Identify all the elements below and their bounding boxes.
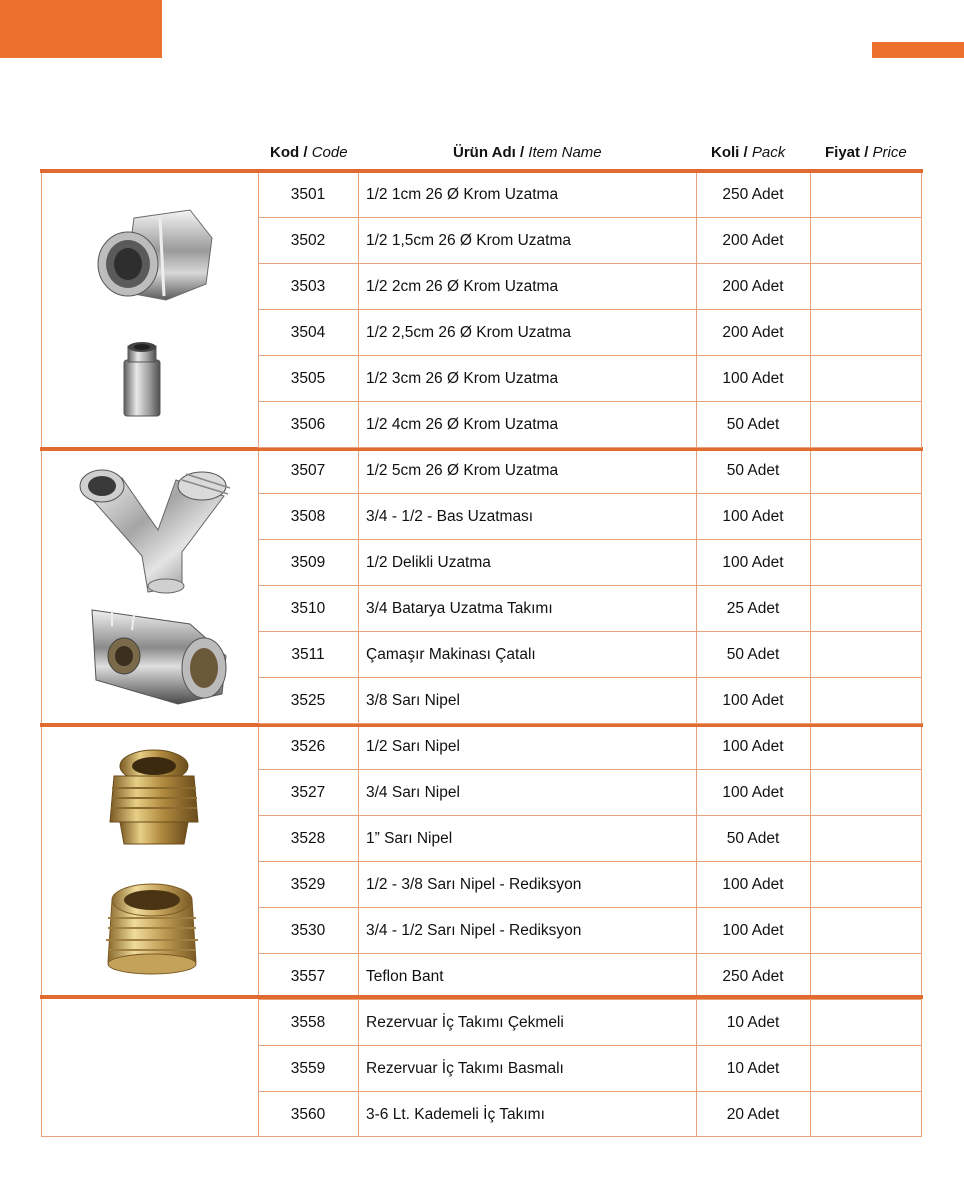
cell-price bbox=[810, 954, 922, 1000]
cell-item-name: 3/8 Sarı Nipel bbox=[366, 692, 460, 709]
table-row bbox=[258, 310, 922, 356]
cell-price bbox=[810, 264, 922, 310]
cell-item-name: 3-6 Lt. Kademeli İç Takımı bbox=[366, 1106, 545, 1123]
cell-item-name: 1/2 3cm 26 Ø Krom Uzatma bbox=[366, 370, 559, 387]
cell-code: 3528 bbox=[290, 830, 326, 847]
cell-price bbox=[810, 540, 922, 586]
table-row bbox=[258, 724, 922, 770]
cell-code: 3525 bbox=[290, 692, 326, 709]
cell-pack: 10 Adet bbox=[726, 1014, 780, 1031]
cell-price bbox=[810, 770, 922, 816]
cell-item-name: 1/2 Delikli Uzatma bbox=[366, 554, 491, 571]
table-row bbox=[258, 586, 922, 632]
cell-pack: 250 Adet bbox=[722, 186, 784, 203]
cell-price bbox=[810, 1046, 922, 1092]
cell-code: 3558 bbox=[290, 1014, 326, 1031]
cell-pack: 100 Adet bbox=[722, 692, 784, 709]
chrome-y-splitter-image bbox=[78, 460, 238, 600]
cell-code: 3530 bbox=[290, 922, 326, 939]
cell-item-name: 1/2 5cm 26 Ø Krom Uzatma bbox=[366, 462, 559, 479]
cell-code: 3557 bbox=[290, 968, 326, 985]
cell-price bbox=[810, 678, 922, 724]
top-accent-bar-right bbox=[872, 42, 964, 58]
cell-item-name: 1/2 2,5cm 26 Ø Krom Uzatma bbox=[366, 324, 572, 341]
cell-pack: 50 Adet bbox=[726, 830, 780, 847]
cell-pack: 50 Adet bbox=[726, 416, 780, 433]
cell-pack: 50 Adet bbox=[726, 462, 780, 479]
cell-item-name: 1/2 2cm 26 Ø Krom Uzatma bbox=[366, 278, 559, 295]
table-row bbox=[258, 1000, 922, 1046]
table-row bbox=[258, 816, 922, 862]
header-pack: Koli / Pack bbox=[711, 144, 786, 161]
cell-item-name: 3/4 Sarı Nipel bbox=[366, 784, 460, 801]
cell-pack: 10 Adet bbox=[726, 1060, 780, 1077]
cell-code: 3529 bbox=[290, 876, 326, 893]
cell-code: 3560 bbox=[290, 1106, 326, 1123]
cell-price bbox=[810, 218, 922, 264]
table-row bbox=[258, 632, 922, 678]
table-row bbox=[258, 218, 922, 264]
cell-pack: 200 Adet bbox=[722, 278, 784, 295]
cell-price bbox=[810, 402, 922, 448]
chrome-extension-long-image bbox=[118, 340, 166, 420]
cell-code: 3501 bbox=[290, 186, 326, 203]
cell-code: 3559 bbox=[290, 1060, 326, 1077]
table-row bbox=[258, 908, 922, 954]
cell-code: 3505 bbox=[290, 370, 326, 387]
cell-item-name: Çamaşır Makinası Çatalı bbox=[366, 646, 536, 663]
cell-price bbox=[810, 172, 922, 218]
cell-price bbox=[810, 1000, 922, 1046]
chrome-extension-short-image bbox=[94, 200, 224, 318]
cell-code: 3510 bbox=[290, 600, 326, 617]
cell-code: 3526 bbox=[290, 738, 326, 755]
table-row bbox=[258, 448, 922, 494]
cell-pack: 25 Adet bbox=[726, 600, 780, 617]
cell-pack: 50 Adet bbox=[726, 646, 780, 663]
table-row bbox=[258, 540, 922, 586]
table-row bbox=[258, 862, 922, 908]
cell-price bbox=[810, 448, 922, 494]
cell-price bbox=[810, 356, 922, 402]
brass-nipple-image bbox=[100, 878, 204, 978]
cell-pack: 200 Adet bbox=[722, 232, 784, 249]
cell-item-name: 1/2 1cm 26 Ø Krom Uzatma bbox=[366, 186, 559, 203]
cell-pack: 250 Adet bbox=[722, 968, 784, 985]
cell-item-name: 1/2 4cm 26 Ø Krom Uzatma bbox=[366, 416, 559, 433]
table-row bbox=[258, 954, 922, 1000]
cell-item-name: 1/2 - 3/8 Sarı Nipel - Rediksyon bbox=[366, 876, 582, 893]
cell-pack: 100 Adet bbox=[722, 508, 784, 525]
cell-code: 3502 bbox=[290, 232, 326, 249]
cell-pack: 100 Adet bbox=[722, 922, 784, 939]
cell-code: 3506 bbox=[290, 416, 326, 433]
chrome-tee-fitting-image bbox=[82, 596, 230, 706]
cell-item-name: Teflon Bant bbox=[366, 968, 444, 985]
cell-code: 3509 bbox=[290, 554, 326, 571]
cell-code: 3527 bbox=[290, 784, 326, 801]
table-row bbox=[258, 172, 922, 218]
cell-price bbox=[810, 632, 922, 678]
header-item-name: Ürün Adı / Item Name bbox=[453, 144, 602, 161]
table-row bbox=[258, 402, 922, 448]
cell-item-name: 3/4 - 1/2 - Bas Uzatması bbox=[366, 508, 534, 525]
top-accent-bar-left bbox=[0, 0, 162, 58]
cell-code: 3508 bbox=[290, 508, 326, 525]
cell-code: 3507 bbox=[290, 462, 326, 479]
table-row bbox=[258, 1092, 922, 1138]
cell-pack: 200 Adet bbox=[722, 324, 784, 341]
table-row bbox=[258, 264, 922, 310]
cell-price bbox=[810, 1092, 922, 1138]
header-price: Fiyat / Price bbox=[825, 144, 907, 161]
cell-price bbox=[810, 586, 922, 632]
cell-item-name: Rezervuar İç Takımı Çekmeli bbox=[366, 1014, 564, 1031]
cell-code: 3511 bbox=[291, 646, 325, 663]
header-code: Kod / Code bbox=[270, 144, 348, 161]
cell-item-name: 3/4 - 1/2 Sarı Nipel - Rediksyon bbox=[366, 922, 582, 939]
cell-pack: 100 Adet bbox=[722, 370, 784, 387]
cell-item-name: 1/2 Sarı Nipel bbox=[366, 738, 460, 755]
product-table bbox=[41, 171, 922, 1137]
cell-price bbox=[810, 816, 922, 862]
cell-price bbox=[810, 862, 922, 908]
table-row bbox=[258, 678, 922, 724]
brass-reducer-image bbox=[106, 744, 202, 854]
table-row bbox=[258, 494, 922, 540]
cell-pack: 100 Adet bbox=[722, 784, 784, 801]
cell-code: 3504 bbox=[290, 324, 326, 341]
cell-item-name: 1” Sarı Nipel bbox=[366, 830, 453, 847]
cell-pack: 100 Adet bbox=[722, 876, 784, 893]
cell-price bbox=[810, 724, 922, 770]
cell-price bbox=[810, 908, 922, 954]
table-row bbox=[258, 770, 922, 816]
cell-pack: 20 Adet bbox=[726, 1106, 780, 1123]
cell-code: 3503 bbox=[290, 278, 326, 295]
cell-pack: 100 Adet bbox=[722, 738, 784, 755]
cell-pack: 100 Adet bbox=[722, 554, 784, 571]
cell-price bbox=[810, 494, 922, 540]
table-header bbox=[0, 144, 964, 166]
cell-item-name: Rezervuar İç Takımı Basmalı bbox=[366, 1060, 564, 1077]
cell-price bbox=[810, 310, 922, 356]
table-row bbox=[258, 356, 922, 402]
cell-item-name: 3/4 Batarya Uzatma Takımı bbox=[366, 600, 553, 617]
table-row bbox=[258, 1046, 922, 1092]
cell-item-name: 1/2 1,5cm 26 Ø Krom Uzatma bbox=[366, 232, 572, 249]
